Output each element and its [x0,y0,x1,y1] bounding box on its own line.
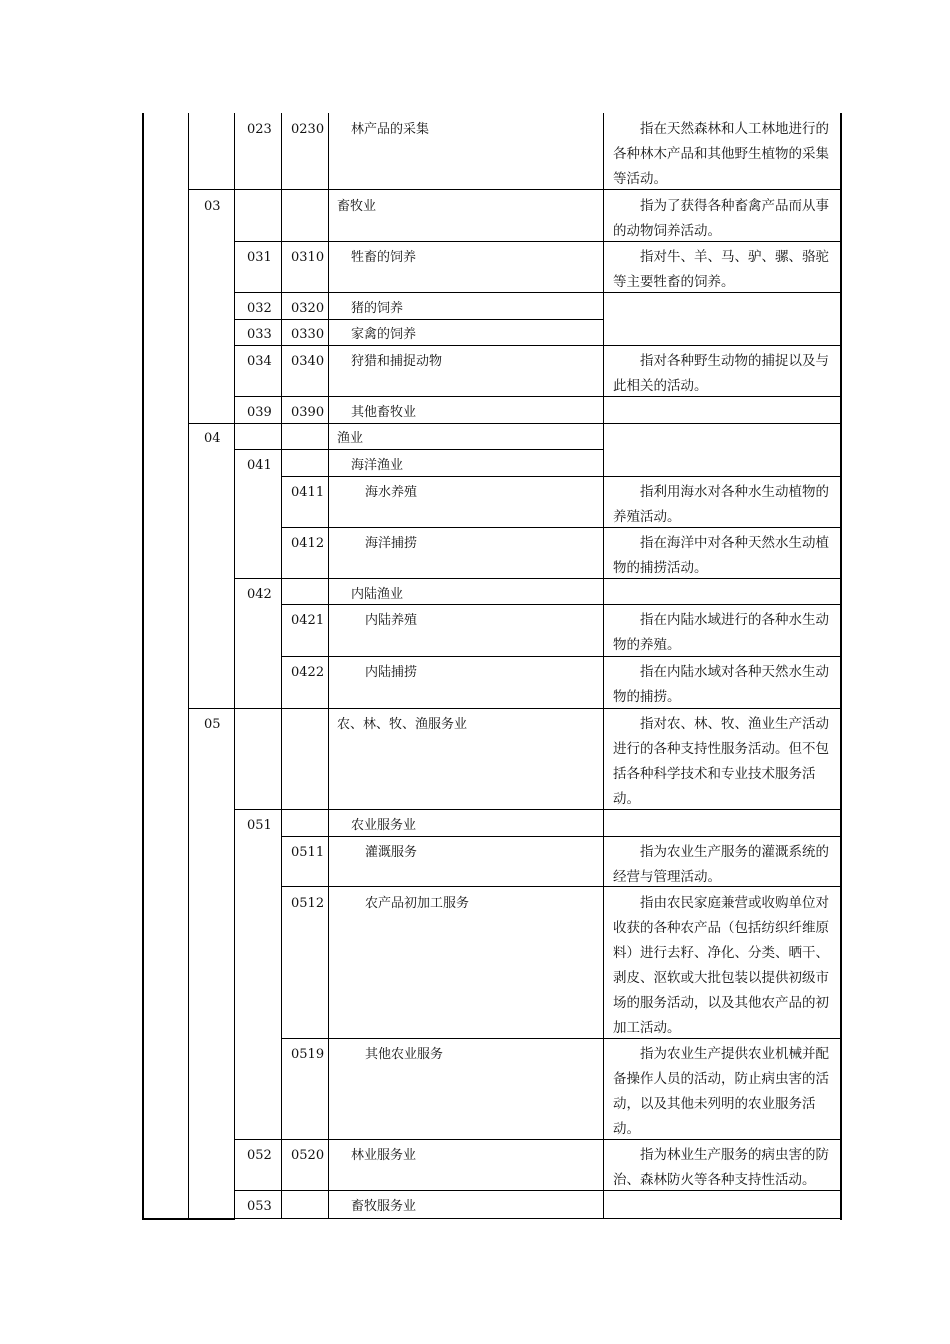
category-name: 农、林、牧、渔服务业 [337,717,468,732]
medium-code: 041 [247,458,272,473]
category-name: 内陆渔业 [351,587,404,602]
table-border-bottom [234,1218,842,1219]
category-description: 指在天然森林和人工林地进行的各种林木产品和其他野生植物的采集等活动。 [613,121,829,187]
medium-code: 023 [247,122,272,137]
category-name: 畜牧服务业 [351,1199,417,1214]
column-divider [603,113,604,1219]
table-border-right [840,113,842,1220]
row-divider [234,319,604,320]
category-description: 指在内陆水域对各种天然水生动物的捕捞。 [613,664,829,705]
column-divider [281,113,282,1219]
category-description: 指对农、林、牧、渔业生产活动进行的各种支持性服务活动。但不包括各种科学技术和专业技术服务活动。 [613,716,829,807]
category-name: 猪的饲养 [351,301,404,316]
category-name: 农产品初加工服务 [365,896,470,911]
row-divider [188,423,841,424]
category-name: 其他畜牧业 [351,405,417,420]
minor-code: 0412 [291,536,325,551]
minor-code: 0422 [291,665,325,680]
category-description: 指在内陆水域进行的各种水生动物的养殖。 [613,612,829,653]
medium-code: 052 [247,1148,272,1163]
major-code: 04 [204,431,221,446]
category-description: 指在海洋中对各种天然水生动植物的捕捞活动。 [613,535,829,576]
minor-code: 0320 [291,301,325,316]
category-name: 其他农业服务 [365,1047,444,1062]
minor-code: 0330 [291,327,325,342]
category-name: 灌溉服务 [365,845,418,860]
minor-code: 0390 [291,405,325,420]
minor-code: 0230 [291,122,325,137]
major-code: 05 [204,717,221,732]
medium-code: 051 [247,818,272,833]
category-description: 指为林业生产服务的病虫害的防治、森林防火等各种支持性活动。 [613,1147,829,1188]
minor-code: 0512 [291,896,325,911]
category-description: 指由农民家庭兼营或收购单位对收获的各种农产品（包括纺织纤维原料）进行去籽、净化、分类、晒干、剥皮、沤软或大批包装以提供初级市场的服务活动，以及其他农产品的初加工活动。 [613,895,829,1036]
category-description: 指对各种野生动物的捕捉以及与此相关的活动。 [613,353,829,394]
category-name: 林产品的采集 [351,122,430,137]
category-name: 内陆捕捞 [365,665,418,680]
category-name: 农业服务业 [351,818,417,833]
category-name: 海洋捕捞 [365,536,418,551]
column-divider [188,113,189,1219]
category-description: 指为农业生产服务的灌溉系统的经营与管理活动。 [613,844,829,885]
row-divider [234,345,841,346]
category-name: 内陆养殖 [365,613,418,628]
medium-code: 033 [247,327,272,342]
minor-code: 0421 [291,613,325,628]
medium-code: 053 [247,1199,272,1214]
row-divider [234,449,604,450]
table-border-bottom [142,1218,235,1220]
minor-code: 0340 [291,354,325,369]
category-name: 海洋渔业 [351,458,404,473]
medium-code: 032 [247,301,272,316]
category-description: 指为了获得各种畜禽产品而从事的动物饲养活动。 [613,198,829,239]
column-divider [234,113,235,1219]
category-name: 海水养殖 [365,485,418,500]
medium-code: 042 [247,587,272,602]
category-name: 畜牧业 [337,199,377,214]
category-name: 林业服务业 [351,1148,417,1163]
medium-code: 039 [247,405,272,420]
table-border-left [142,113,144,1220]
medium-code: 034 [247,354,272,369]
category-description: 指对牛、羊、马、驴、骡、骆驼等主要牲畜的饲养。 [613,249,829,290]
minor-code: 0511 [291,845,325,860]
category-description: 指为农业生产提供农业机械并配备操作人员的活动，防止病虫害的活动，以及其他未列明的农业服务活动。 [613,1046,829,1137]
minor-code: 0411 [291,485,325,500]
category-name: 狩猎和捕捉动物 [351,354,443,369]
column-divider [328,113,329,1219]
category-name: 家禽的饲养 [351,327,417,342]
major-code: 03 [204,199,221,214]
medium-code: 031 [247,250,272,265]
category-name: 牲畜的饲养 [351,250,417,265]
category-name: 渔业 [337,431,364,446]
minor-code: 0519 [291,1047,325,1062]
category-description: 指利用海水对各种水生动植物的养殖活动。 [613,484,829,525]
minor-code: 0520 [291,1148,325,1163]
minor-code: 0310 [291,250,325,265]
